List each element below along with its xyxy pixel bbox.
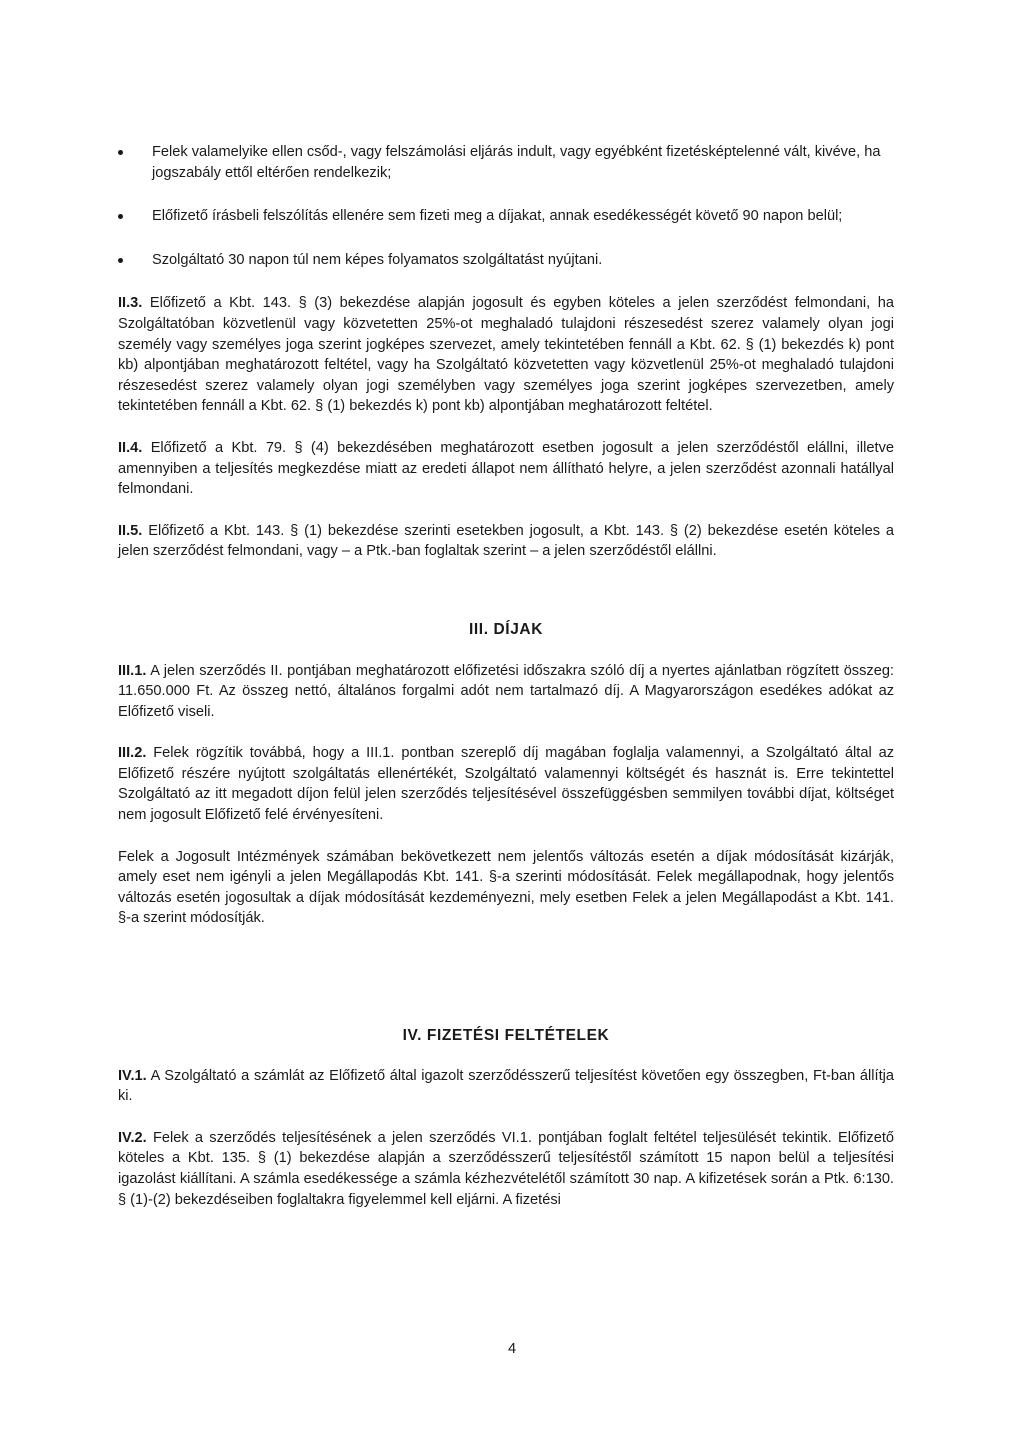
- section-text: A jelen szerződés II. pontjában meghatározott előfizetési időszakra szóló díj a nyertes ajánlatban rögzített összeg: 11.650.000 Ft. Az összeg nettó, általános forgalmi adót nem tartalmazó díj. A Magyarországon esedékes adókat az Előfizető viseli.: [118, 662, 894, 720]
- section-number: II.3.: [118, 295, 143, 312]
- section-iii-extra: Felek a Jogosult Intézmények számában bekövetkezett nem jelentős változás esetén a díjak módosítását kizárják, amely eset nem igényli a jelen Megállapodás Kbt. 141. §-a szerinti módosítását. Felek megállapodnak, hogy jelentős változás esetén jogosultak a díjak módosítását kezdeményezni, mely esetben Felek a jelen Megállapodást a Kbt. 141. §-a szerint módosítják.: [118, 848, 894, 927]
- section-text: Előfizető a Kbt. 143. § (3) bekezdése alapján jogosult és egyben köteles a jelen szerződést felmondani, ha Szolgáltatóban közvetlenül vagy közvetetten 25%-ot meghaladó tulajdoni részesedést szerez valamely olyan jogi személy vagy személyes joga szerint jogképes szervezet, amely tekintetében fennáll a Kbt. 62. § (1) bekezdés k) pont kb) alpontjában meghatározott feltétel, vagy ha Szolgáltató közvetetten vagy közvetlenül 25%-ot meghaladó tulajdoni részesedést szerez valamely olyan jogi személyben vagy személyes joga szerint jogképes szervezetben, amely tekintetében fennáll a Kbt. 62. § (1) bekezdés k) pont kb) alpontjában meghatározott feltétel.: [118, 295, 894, 415]
- section-number: IV.1.: [118, 1067, 147, 1084]
- section-ii-5: [118, 521, 894, 562]
- termination-conditions-list: [118, 142, 894, 270]
- list-item: [118, 142, 894, 183]
- page-content: [118, 142, 894, 1231]
- section-number: III.1.: [118, 662, 147, 679]
- heading-payment-terms: IV. FIZETÉSI FELTÉTELEK: [402, 1027, 610, 1045]
- section-iii-2: [118, 743, 894, 825]
- bullet-icon: [118, 214, 123, 219]
- section-text: Előfizető a Kbt. 143. § (1) bekezdése szerinti esetekben jogosult, a Kbt. 143. § (2) bekezdése esetén köteles a jelen szerződést felmondani, vagy – a Ptk.-ban foglaltak szerint – a jelen szerződéstől elállni.: [118, 522, 894, 560]
- page-number: 4: [507, 1341, 517, 1357]
- section-ii-4: [118, 438, 894, 500]
- bullet-icon: [118, 258, 123, 263]
- section-iv-1: [118, 1066, 894, 1107]
- section-number: III.2.: [118, 745, 147, 762]
- section-iii-1: [118, 661, 894, 723]
- section-number: II.5.: [118, 522, 143, 539]
- list-item-text: Felek valamelyike ellen csőd-, vagy felszámolási eljárás indult, vagy egyébként fizetésképtelenné vált, kivéve, ha jogszabály ettől eltérően rendelkezik;: [152, 144, 881, 181]
- section-text: Felek rögzítik továbbá, hogy a III.1. pontban szereplő díj magában foglalja valamennyi, a Szolgáltató által az Előfizető részére nyújtott szolgáltatás ellenértékét, Szolgáltató valamennyi költségét és hasznát is. Erre tekintettel Szolgáltató az itt megadott díjon felül jelen szerződés teljesítésével összefüggésben semmilyen további díjat, költséget nem jogosult Előfizető felé érvényesíteni.: [118, 745, 894, 824]
- bullet-icon: [118, 150, 123, 155]
- section-text: Felek a szerződés teljesítésének a jelen szerződés VI.1. pontjában foglalt feltétel teljesülését tekintik. Előfizető köteles a Kbt. 135. § (1) bekezdése alapján a szerződésszerű teljesítéstől számított 15 napon belül a teljesítési igazolást kiállítani. A számla esedékessége a számla kézhezvételétől számított 30 nap. A kifizetések során a Ptk. 6:130. § (1)-(2) bekezdéseiben foglaltakra figyelemmel kell eljárni. A fizetési: [118, 1129, 894, 1208]
- heading-fees: III. DÍJAK: [468, 620, 544, 638]
- section-number: II.4.: [118, 439, 143, 456]
- section-number: IV.2.: [118, 1129, 147, 1146]
- list-item-text: Szolgáltató 30 napon túl nem képes folyamatos szolgáltatást nyújtani.: [152, 251, 603, 268]
- list-item-text: Előfizető írásbeli felszólítás ellenére sem fizeti meg a díjakat, annak esedékességét követő 90 napon belül;: [152, 208, 843, 225]
- list-item: [118, 250, 894, 271]
- section-text: A Szolgáltató a számlát az Előfizető által igazolt szerződésszerű teljesítést követően egy összegben, Ft-ban állítja ki.: [118, 1067, 894, 1105]
- section-ii-3: [118, 293, 894, 417]
- section-text: Előfizető a Kbt. 79. § (4) bekezdésében meghatározott esetben jogosult a jelen szerződéstől elállni, illetve amennyiben a teljesítés megkezdése miatt az eredeti állapot nem állítható helyre, a jelen szerződést azonnali hatállyal felmondani.: [118, 439, 894, 498]
- section-iv-2: [118, 1128, 894, 1210]
- list-item: [118, 206, 894, 227]
